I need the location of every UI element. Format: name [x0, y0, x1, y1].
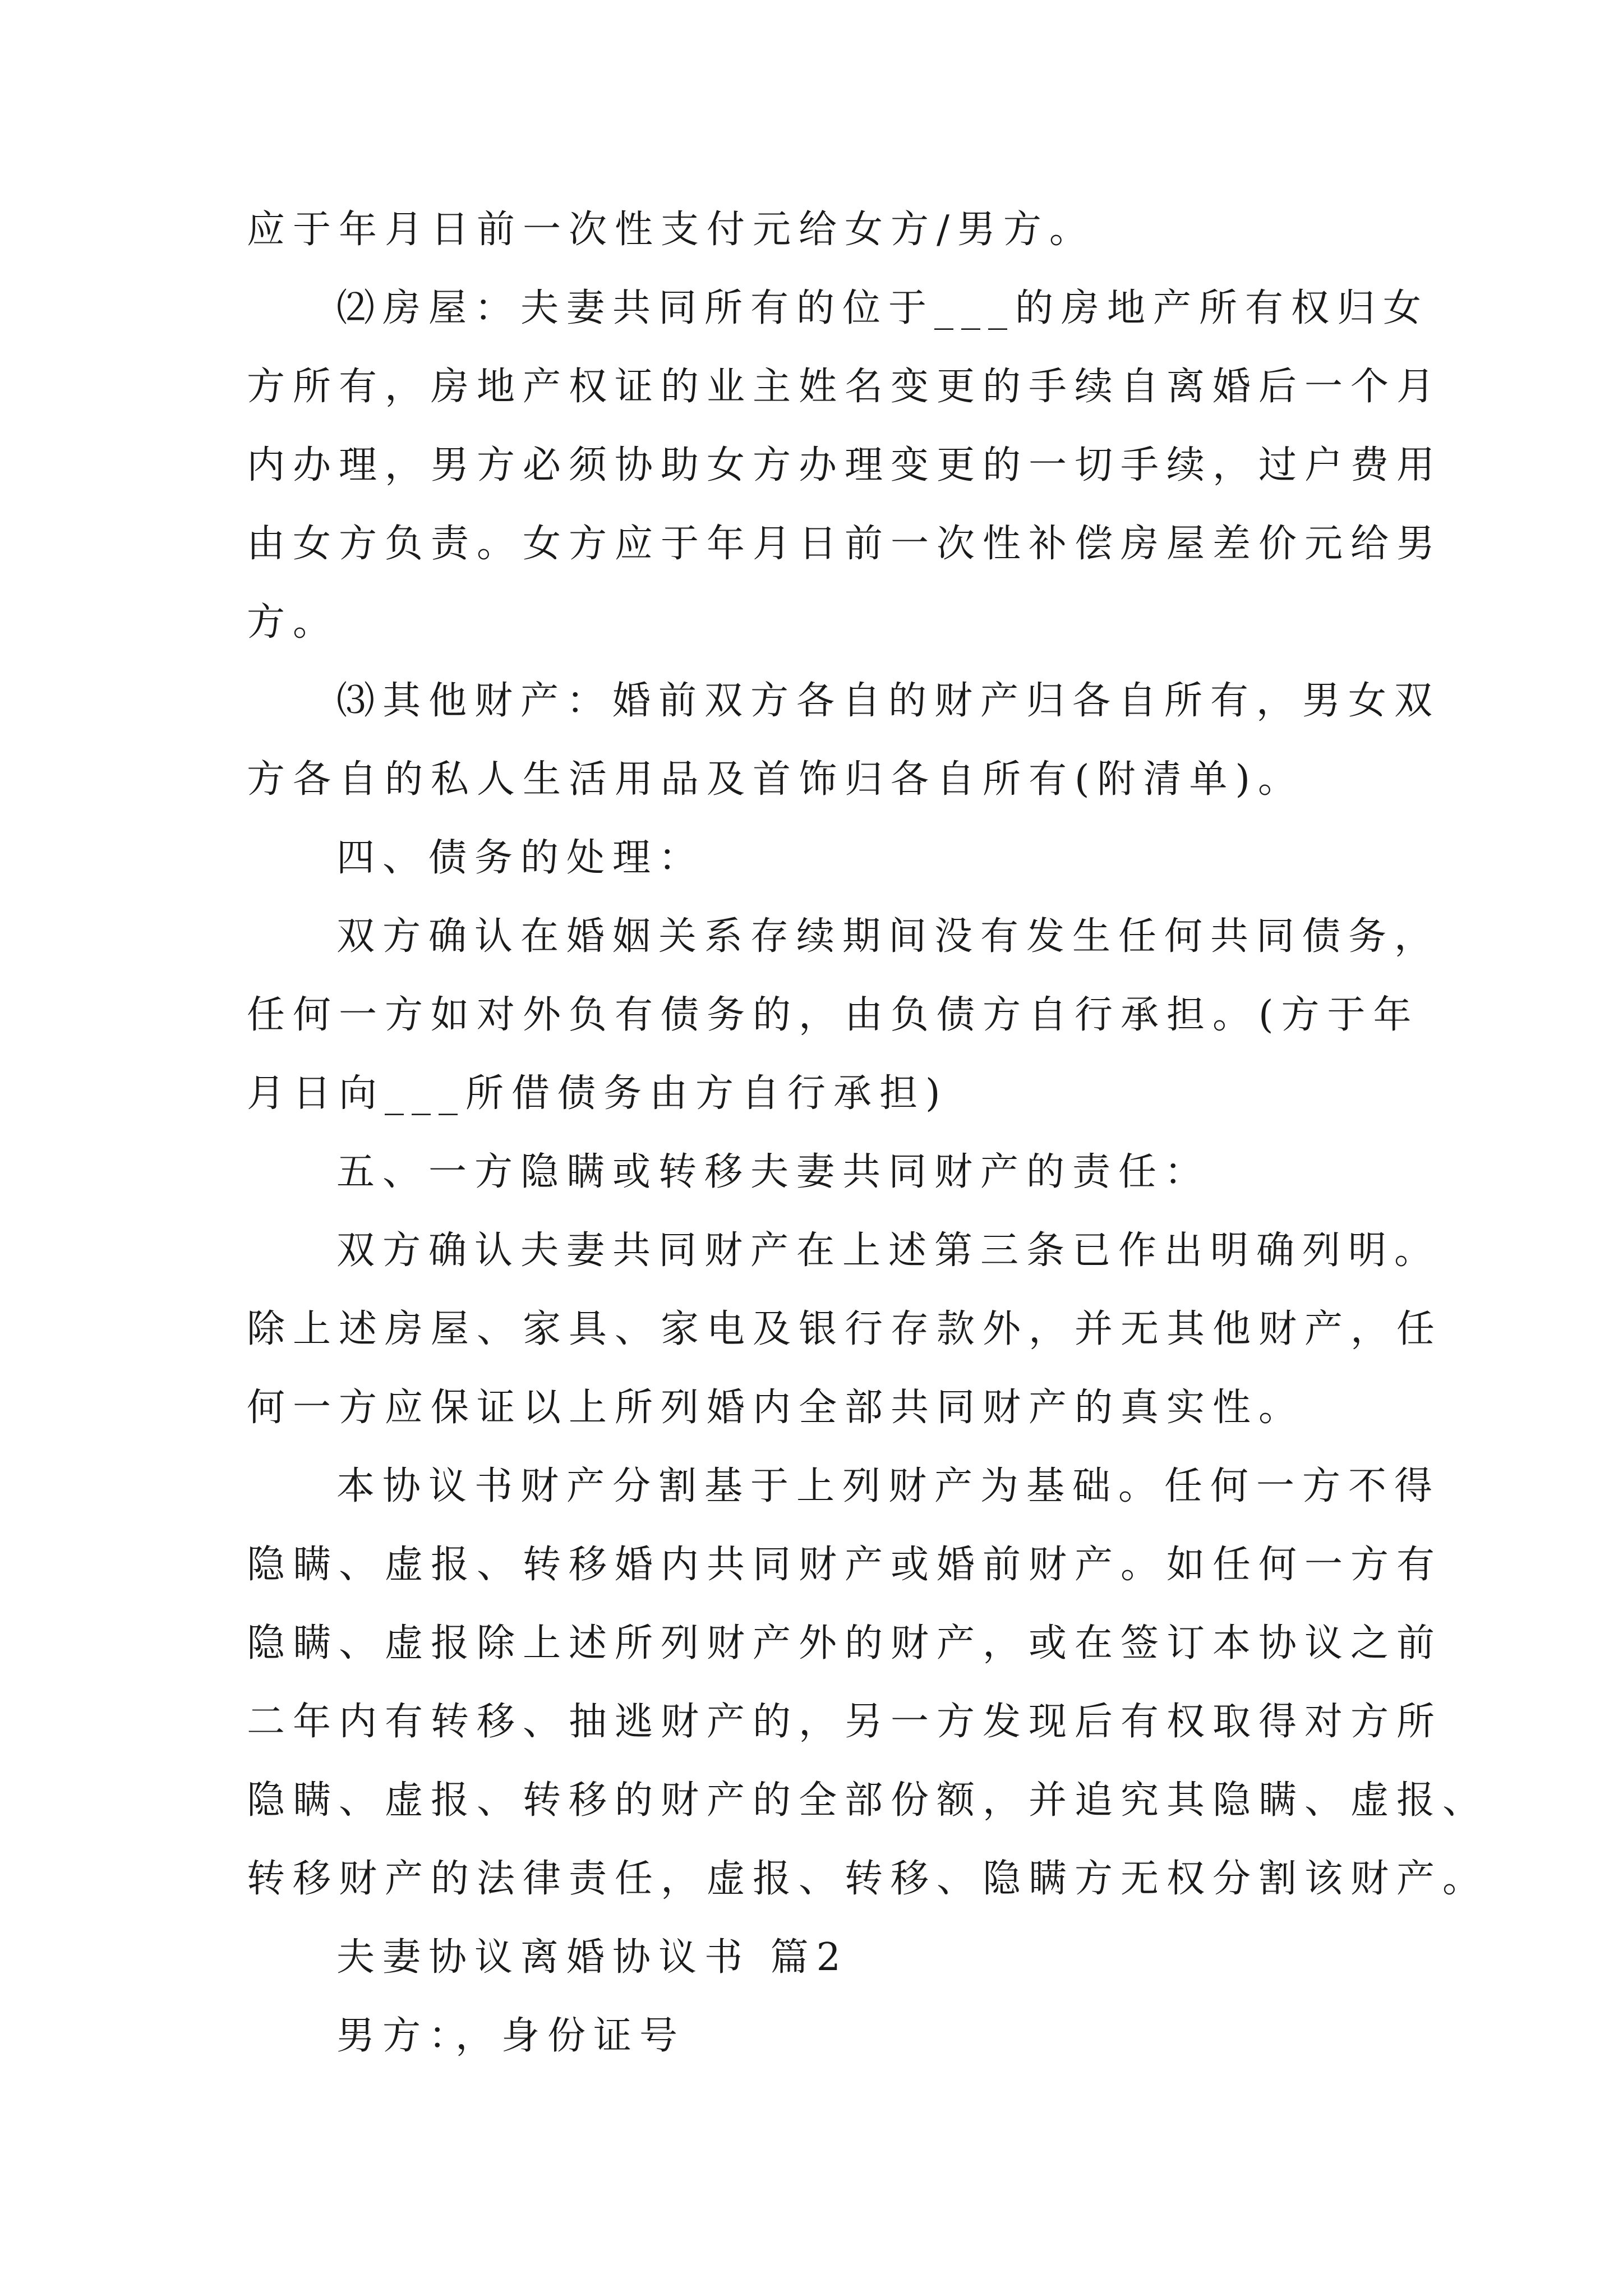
text-line: 男方：，身份证号 [336, 2014, 686, 2058]
text-line: 方。 [247, 600, 339, 645]
text-line: 本协议书财产分割基于上列财产为基础。任何一方不得 [336, 1464, 1441, 1508]
text-line: 应于年月日前一次性支付元给女方/男方。 [247, 208, 1095, 252]
section-heading: 四、债务的处理： [336, 836, 705, 880]
text-line: ⑶其他财产：婚前双方各自的财产归各自所有，男女双 [336, 679, 1441, 723]
document-title: 夫妻协议离婚协议书 篇2 [336, 1935, 849, 1980]
text-line: 方各自的私人生活用品及首饰归各自所有(附清单)。 [247, 757, 1304, 802]
text-line: ⑵房屋：夫妻共同所有的位于___的房地产所有权归女 [336, 286, 1430, 330]
text-line: 隐瞒、虚报、转移婚内共同财产或婚前财产。如任何一方有 [247, 1543, 1443, 1587]
text-line: 月日向___所借债务由方自行承担) [247, 1071, 948, 1116]
section-heading: 五、一方隐瞒或转移夫妻共同财产的责任： [336, 1150, 1211, 1194]
document-body [247, 191, 1489, 2076]
text-line: 方所有，房地产权证的业主姓名变更的手续自离婚后一个月 [247, 365, 1443, 409]
text-line: 二年内有转移、抽逃财产的，另一方发现后有权取得对方所 [247, 1700, 1443, 1744]
text-line: 由女方负责。女方应于年月日前一次性补偿房屋差价元给男 [247, 522, 1443, 566]
text-line: 隐瞒、虚报、转移的财产的全部份额，并追究其隐瞒、虚报、 [247, 1778, 1489, 1823]
text-line: 内办理，男方必须协助女方办理变更的一切手续，过户费用 [247, 443, 1443, 487]
text-line: 除上述房屋、家具、家电及银行存款外，并无其他财产，任 [247, 1307, 1443, 1351]
text-line: 双方确认在婚姻关系存续期间没有发生任何共同债务， [336, 914, 1441, 959]
text-line: 任何一方如对外负有债务的，由负债方自行承担。(方于年 [247, 993, 1419, 1037]
text-line: 双方确认夫妻共同财产在上述第三条已作出明确列明。 [336, 1228, 1441, 1273]
text-line: 隐瞒、虚报除上述所列财产外的财产，或在签订本协议之前 [247, 1621, 1443, 1665]
text-line: 何一方应保证以上所列婚内全部共同财产的真实性。 [247, 1386, 1305, 1430]
text-line: 转移财产的法律责任，虚报、转移、隐瞒方无权分割该财产。 [247, 1857, 1489, 1901]
